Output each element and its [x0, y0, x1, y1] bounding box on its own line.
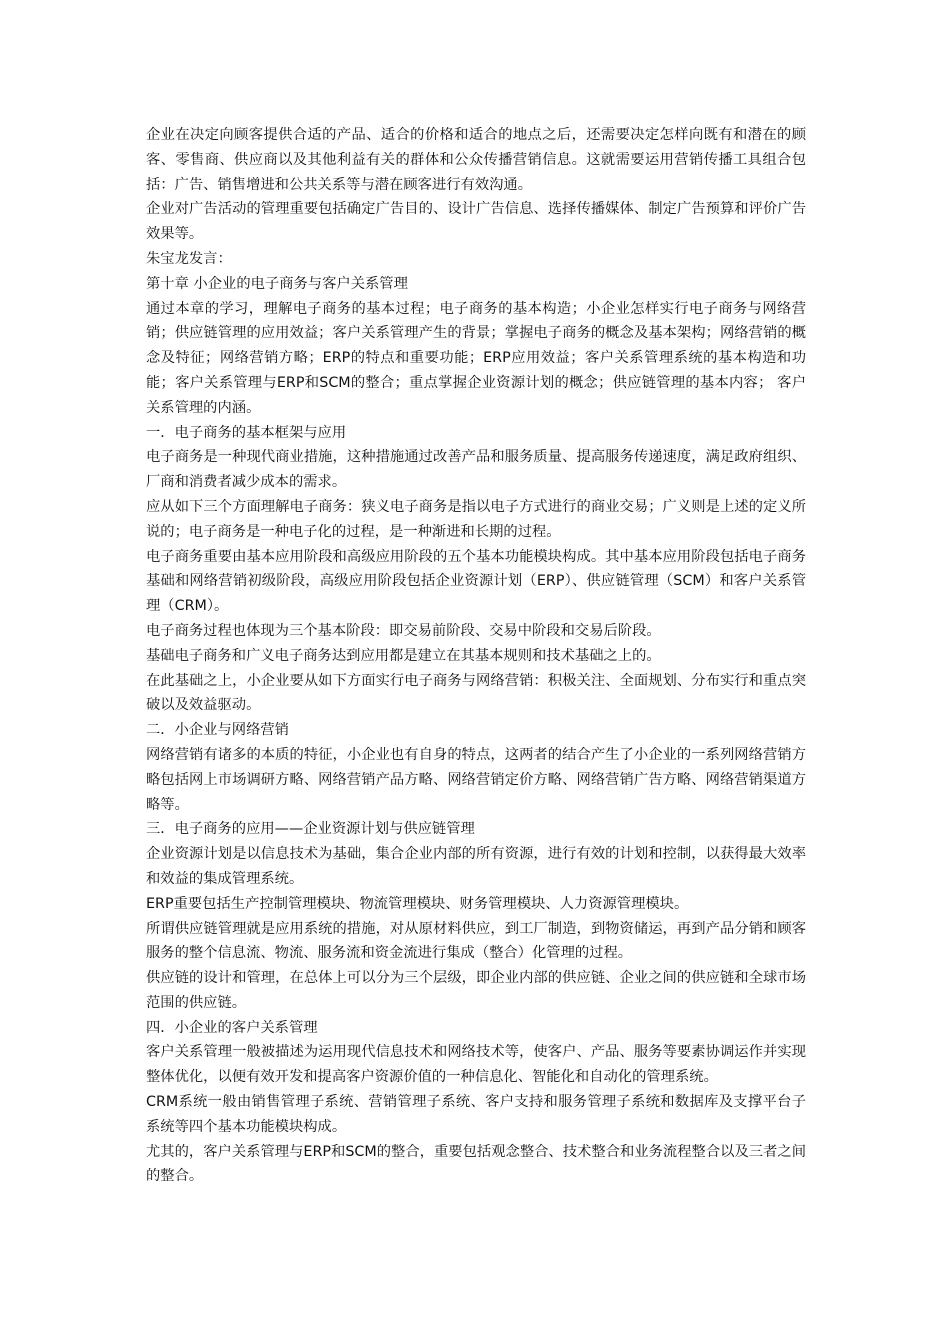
paragraph-network-marketing: 网络营销有诸多的本质的特征，小企业也有自身的特点，这两者的结合产生了小企业的一系列网络营销方略包括网上市场调研方略、网络营销产品方略、网络营销定价方略、网络营销广告方略、网络营销渠道方略等。 [146, 746, 806, 813]
section-heading-4: 四．小企业的客户关系管理 [146, 1019, 318, 1036]
chapter-title: 第十章 小企业的电子商务与客户关系管理 [146, 275, 408, 292]
paragraph-ecommerce-definition: 电子商务是一种现代商业措施，这种措施通过改善产品和服务质量、提高服务传递速度，满足政府组织、厂商和消费者减少成本的需求。 [146, 449, 806, 491]
paragraph-ecommerce-modules: 电子商务重要由基本应用阶段和高级应用阶段的五个基本功能模块构成。其中基本应用阶段包括电子商务基础和网络营销初级阶段，高级应用阶段包括企业资源计划（ERP）、供应链管理（SCM）和客户关系管理（CRM）。 [146, 548, 806, 615]
document-body [146, 123, 806, 1189]
speaker-label: 朱宝龙发言： [146, 250, 232, 267]
paragraph-intro-marketing-communication: 企业在决定向顾客提供合适的产品、适合的价格和适合的地点之后，还需要决定怎样向既有和潜在的顾客、零售商、供应商以及其他利益有关的群体和公众传播营销信息。这就需要运用营销传播工具组合包括：广告、销售增进和公共关系等与潜在顾客进行有效沟通。 [146, 127, 806, 193]
section-heading-3: 三．电子商务的应用——企业资源计划与供应链管理 [146, 821, 475, 838]
paragraph-ecommerce-stages: 电子商务过程也体现为三个基本阶段：即交易前阶段、交易中阶段和交易后阶段。 [146, 622, 661, 639]
paragraph-advertising-management: 企业对广告活动的管理重要包括确定广告目的、设计广告信息、选择传播媒体、制定广告预算和评价广告效果等。 [146, 201, 806, 243]
paragraph-scm-definition: 所谓供应链管理就是应用系统的措施，对从原材料供应，到工厂制造，到物资储运，再到产品分销和顾客服务的整个信息流、物流、服务流和资金流进行集成（整合）化管理的过程。 [146, 920, 806, 962]
section-heading-1: 一．电子商务的基本框架与应用 [146, 424, 347, 441]
paragraph-ecommerce-implementation: 在此基础之上，小企业要从如下方面实行电子商务与网络营销：积极关注、全面规划、分布实行和重点突破以及效益驱动。 [146, 672, 806, 714]
paragraph-ecommerce-foundation: 基础电子商务和广义电子商务达到应用都是建立在其基本规则和技术基础之上的。 [146, 647, 661, 664]
paragraph-crm-definition: 客户关系管理一般被描述为运用现代信息技术和网络技术等，使客户、产品、服务等要素协调运作并实现整体优化，以便有效开发和提高客户资源价值的一种信息化、智能化和自动化的管理系统。 [146, 1044, 806, 1086]
paragraph-ecommerce-aspects: 应从如下三个方面理解电子商务：狭义电子商务是指以电子方式进行的商业交易；广义则是上述的定义所说的；电子商务是一种电子化的过程，是一种渐进和长期的过程。 [146, 498, 806, 540]
paragraph-chapter-objectives: 通过本章的学习，理解电子商务的基本过程；电子商务的基本构造；小企业怎样实行电子商务与网络营销；供应链管理的应用效益；客户关系管理产生的背景；掌握电子商务的概念及基本架构；网络营销的概念及特征；网络营销方略；ERP的特点和重要功能；ERP应用效益；客户关系管理系统的基本构造和功能；客户关系管理与ERP和SCM的整合；重点掌握企业资源计划的概念；供应链管理的基本内容； 客户关系管理的内涵。 [146, 300, 806, 416]
paragraph-erp-modules: ERP重要包括生产控制管理模块、物流管理模块、财务管理模块、人力资源管理模块。 [146, 895, 689, 912]
paragraph-erp-definition: 企业资源计划是以信息技术为基础，集合企业内部的所有资源，进行有效的计划和控制，以获得最大效率和效益的集成管理系统。 [146, 846, 806, 887]
paragraph-scm-levels: 供应链的设计和管理，在总体上可以分为三个层级，即企业内部的供应链、企业之间的供应链和全球市场范围的供应链。 [146, 970, 806, 1011]
section-heading-2: 二．小企业与网络营销 [146, 722, 289, 739]
paragraph-crm-integration: 尤其的，客户关系管理与ERP和SCM的整合，重要包括观念整合、技术整合和业务流程整合以及三者之间的整合。 [146, 1143, 806, 1185]
paragraph-crm-system: CRM系统一般由销售管理子系统、营销管理子系统、客户支持和服务管理子系统和数据库及支撑平台子系统等四个基本功能模块构成。 [146, 1094, 806, 1135]
